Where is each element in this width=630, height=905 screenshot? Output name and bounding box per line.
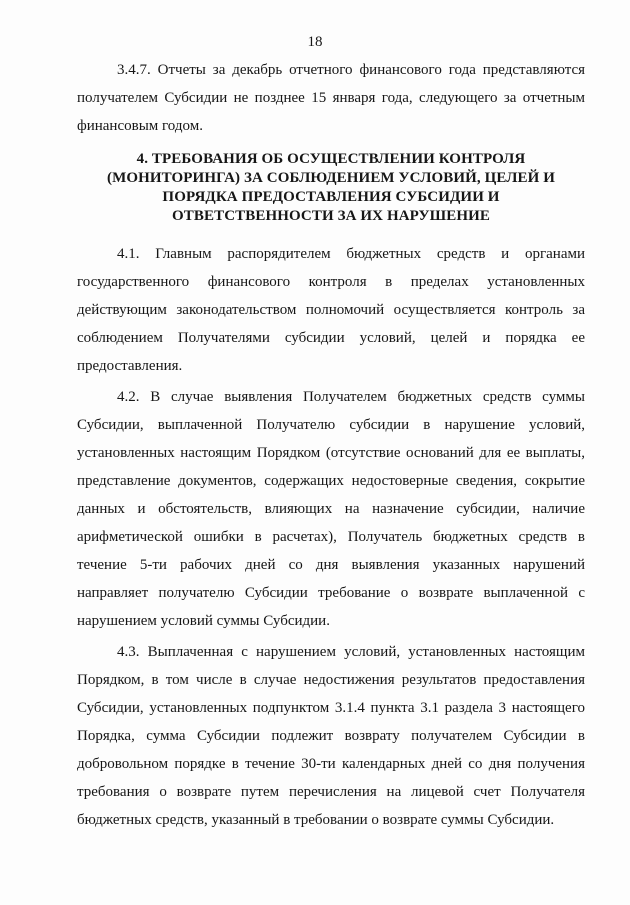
page-number: 18: [307, 34, 323, 50]
paragraph-4-1: 4.1. Главным распорядителем бюджетных средств и органами государственного финансового контроля в пределах установленных действующим законодательством полномочий осуществляется контроль за соблюдением Получателями субсидии условий, целей и порядка ее предоставления.: [77, 246, 585, 374]
paragraph-4-3: 4.3. Выплаченная с нарушением условий, установленных настоящим Порядком, в том числе в случае недостижения результатов предоставления Субсидии, установленных подпунктом 3.1.4 пункта 3.1 раздела 3 настоящего Порядка, сумма Субсидии подлежит возврату получателем Субсидии в добровольном порядке в течение 30-ти календарных дней со дня получения требования о возврате путем перечисления на лицевой счет Получателя бюджетных средств, указанный в требовании о возврате суммы Субсидии.: [77, 644, 585, 828]
paragraph-3-4-7: 3.4.7. Отчеты за декабрь отчетного финансового года представляются получателем Субсидии не позднее 15 января года, следующего за отчетным финансовым годом.: [77, 62, 585, 134]
section-4-title: [77, 150, 585, 226]
section-title-line: 4. ТРЕБОВАНИЯ ОБ ОСУЩЕСТВЛЕНИИ КОНТРОЛЯ: [136, 151, 526, 167]
section-title-line: ПОРЯДКА ПРЕДОСТАВЛЕНИЯ СУБСИДИИ И: [162, 189, 500, 205]
section-title-line: (МОНИТОРИНГА) ЗА СОБЛЮДЕНИЕМ УСЛОВИЙ, ЦЕЛЕЙ И: [106, 170, 556, 186]
document-body: [77, 56, 585, 834]
paragraph-4-2: 4.2. В случае выявления Получателем бюджетных средств суммы Субсидии, выплаченной Получателю субсидии в нарушение условий, установленных настоящим Порядком (отсутствие оснований для ее выплаты, представление документов, содержащих недостоверные сведения, сокрытие данных и обстоятельств, влияющих на назначение субсидии, наличие арифметической ошибки в расчетах), Получатель бюджетных средств в течение 5-ти рабочих дней со дня выявления указанных нарушений направляет получателю Субсидии требование о возврате выплаченной с нарушением условий суммы Субсидии.: [77, 389, 585, 629]
section-title-line: ОТВЕТСТВЕННОСТИ ЗА ИХ НАРУШЕНИЕ: [172, 208, 490, 224]
